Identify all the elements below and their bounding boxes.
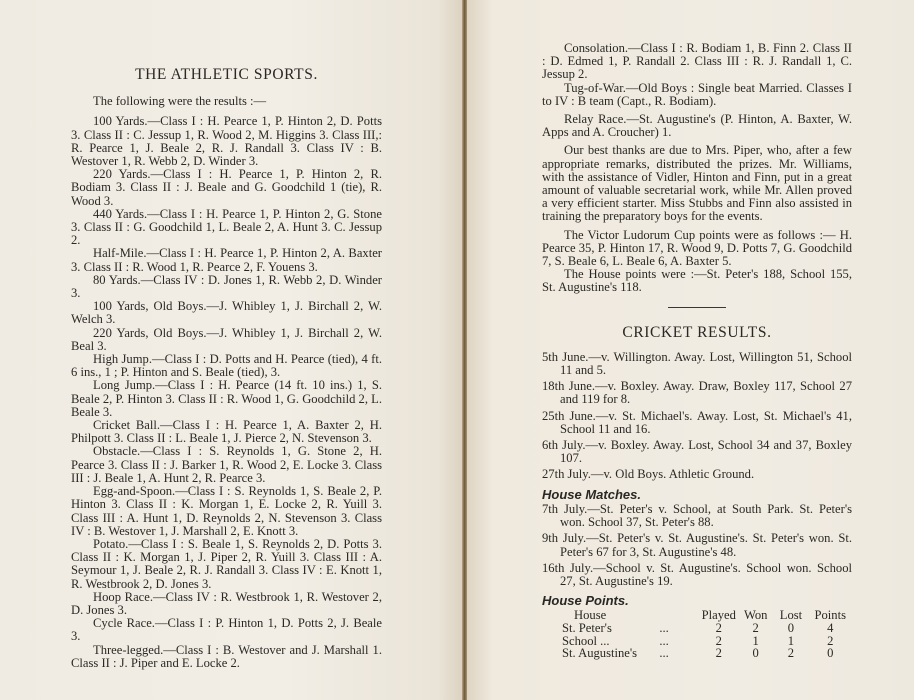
house-points-paragraph: The House points were :—St. Peter's 188, School 155, St. Augustine's 118. [542,267,852,295]
cricket-results-title: CRICKET RESULTS. [622,323,772,341]
result-paragraph: Cricket Ball.—Class I : H. Pearce 1, A. Baxter 2, H. Philpott 3. Class II : L. Beale 1, J. Pierce 2, N. Stevenson 3. [71,418,382,446]
intro-text: The following were the results :— [93,94,267,109]
result-paragraph: 440 Yards.—Class I : H. Pearce 1, P. Hinton 2, G. Stone 3. Class II : G. Goodchild 1, L. Beale 2, A. Hunt 3. C. Jessup 2. [71,206,382,248]
match-result: 6th July.—v. Boxley. Away. Lost, School 34 and 37, Boxley 107. [542,438,852,466]
won-cell: 0 [752,646,759,661]
lost-cell: 0 [787,620,795,635]
points-cell: 0 [827,646,834,661]
result-paragraph: Consolation.—Class I : R. Bodiam 1, B. Finn 2. Class II : D. Edmed 1, P. Randall 2. Class III : R. J. Randall 1, C. Jessup 2. [542,41,852,82]
result-paragraph: Tug-of-War.—Old Boys : Single beat Married. Classes I to IV : B team (Capt., R. Bodiam). [542,80,852,108]
result-paragraph: Obstacle.—Class I : S. Reynolds 1, G. Stone 2, H. Pearce 3. Class II : J. Barker 1, R. Wood 2, E. Locke 3. Class III : J. Beale 1, A. Hunt 2, R. Pearce 3. [71,444,382,485]
result-paragraph: High Jump.—Class I : D. Potts and H. Pearce (tied), 4 ft. 6 ins., 1 ; P. Hinton and S. Beale (tied), 3. [71,352,382,380]
header-lost: Lost [779,608,803,623]
header-won: Won [743,608,768,623]
lost-cell: 1 [787,633,795,648]
book-gutter [462,0,467,700]
match-result: 25th June.—v. St. Michael's. Away. Lost, St. Michael's 41, School 11 and 16. [542,408,852,436]
result-paragraph: 220 Yards.—Class I : H. Pearce 1, P. Hinton 2, R. Bodiam 3. Class II : J. Beale and G. Goodchild 1 (tie), R. Wood 3. [71,167,382,208]
house-name: St. Peter's [562,620,612,635]
result-paragraph: Three-legged.—Class I : B. Westover and J. Marshall 1. Class II : J. Piper and E. Locke 2. [71,642,382,670]
header-house: House [574,608,607,623]
match-result: 5th June.—v. Willington. Away. Lost, Willington 51, School 11 and 5. [542,349,852,378]
played-cell: 2 [715,633,722,648]
points-cell: 4 [827,620,834,635]
house-match-result: 9th July.—St. Peter's v. St. Augustine's. St. Peter's won. St. Peter's 67 for 3, St. Augustine's 48. [542,531,852,559]
result-paragraph: Half-Mile.—Class I : H. Pearce 1, P. Hinton 2, A. Baxter 3. Class II : R. Wood 1, R. Pearce 2, F. Youens 3. [71,246,382,274]
thanks-paragraph: Our best thanks are due to Mrs. Piper, who, after a few appropriate remarks, distributed the prizes. Mr. Williams, with the assistance of Vidler, Hinton and Finn, put in a great amount of valuable secretarial work, while Mr. Allen proved a very efficient starter. Miss Stubbs and Finn also assisted in training the preparatory boys for the events. [542,143,852,224]
house-name: St. Augustine's [562,646,638,661]
house-points-table [562,609,852,659]
result-paragraph: Egg-and-Spoon.—Class I : S. Reynolds 1, S. Beale 2, P. Hinton 3. Class II : K. Morgan 1, E. Locke 2, R. Yuill 3. Class III : A. Hunt 1, D. Reynolds 2, N. Stevenson 3. Class IV : B. Westover 1, J. Marshall 2, E. Knott 3. [71,484,382,538]
result-paragraph: Cycle Race.—Class I : P. Hinton 1, D. Potts 2, J. Beale 3. [71,616,382,644]
leader-dots: ... [659,620,669,635]
house-match-result: 7th July.—St. Peter's v. School, at South Park. St. Peter's won. School 37, St. Peter's 88. [542,501,852,530]
header-played: Played [701,608,736,623]
result-paragraph: Relay Race.—St. Augustine's (P. Hinton, A. Baxter, W. Apps and A. Croucher) 1. [542,112,852,140]
right-page [466,0,914,700]
section-divider [668,307,726,308]
house-match-result: 16th July.—School v. St. Augustine's. School won. School 27, St. Augustine's 19. [542,560,852,588]
played-cell: 2 [715,620,722,635]
house-name: School ... [562,633,610,648]
table-row [562,647,852,660]
house-points-heading: House Points. [542,593,629,609]
won-cell: 2 [752,620,759,635]
header-points: Points [814,608,846,623]
played-cell: 2 [715,646,722,661]
match-result: 18th June.—v. Boxley. Away. Draw, Boxley 117, School 27 and 119 for 8. [542,379,852,407]
house-matches-heading: House Matches. [542,486,641,502]
leader-dots: ... [659,633,669,648]
result-paragraph: Hoop Race.—Class IV : R. Westbrook 1, R. Westover 2, D. Jones 3. [71,589,382,617]
left-page-text [71,68,382,670]
table-row [562,622,852,635]
leader-dots: ... [659,646,669,661]
victor-ludorum-paragraph: The Victor Ludorum Cup points were as follows :— H. Pearce 35, P. Hinton 17, R. Wood 9, D. Potts 7, G. Goodchild 7, S. Beale 6, L. Beale 6, A. Baxter 5. [542,227,852,269]
result-paragraph: Potato.—Class I : S. Beale 1, S. Reynolds 2, D. Potts 3. Class II : K. Morgan 1, J. Piper 2, R. Yuill 3. Class III : A. Seymour 1, J. Beale 2, R. J. Randall 3. Class IV : E. Knott 1, R. Westbrook 2, D. Jones 3. [71,536,382,591]
match-result: 27th July.—v. Old Boys. Athletic Ground. [542,467,755,482]
result-paragraph: 100 Yards.—Class I : H. Pearce 1, P. Hinton 2, D. Potts 3. Class II : C. Jessup 1, R. Wood 2, M. Higgins 3. Class III,: R. Pearce 1, J. Beale 2, R. J. Randall 3. Class IV : B. Westover 1, R. Webb 2, D. Winder 3. [71,114,382,169]
result-paragraph: 80 Yards.—Class IV : D. Jones 1, R. Webb 2, D. Winder 3. [71,272,382,301]
lost-cell: 2 [787,646,795,661]
result-paragraph: Long Jump.—Class I : H. Pearce (14 ft. 10 ins.) 1, S. Beale 2, P. Hinton 3. Class II : R. Wood 1, G. Goodchild 2, L. Beale 3. [71,378,382,419]
result-paragraph: 100 Yards, Old Boys.—J. Whibley 1, J. Birchall 2, W. Welch 3. [71,299,382,327]
won-cell: 1 [752,633,759,648]
right-page-text [542,42,852,660]
points-cell: 2 [827,633,834,648]
result-paragraph: 220 Yards, Old Boys.—J. Whibley 1, J. Birchall 2, W. Beal 3. [71,325,382,353]
athletic-sports-title: THE ATHLETIC SPORTS. [135,66,318,83]
